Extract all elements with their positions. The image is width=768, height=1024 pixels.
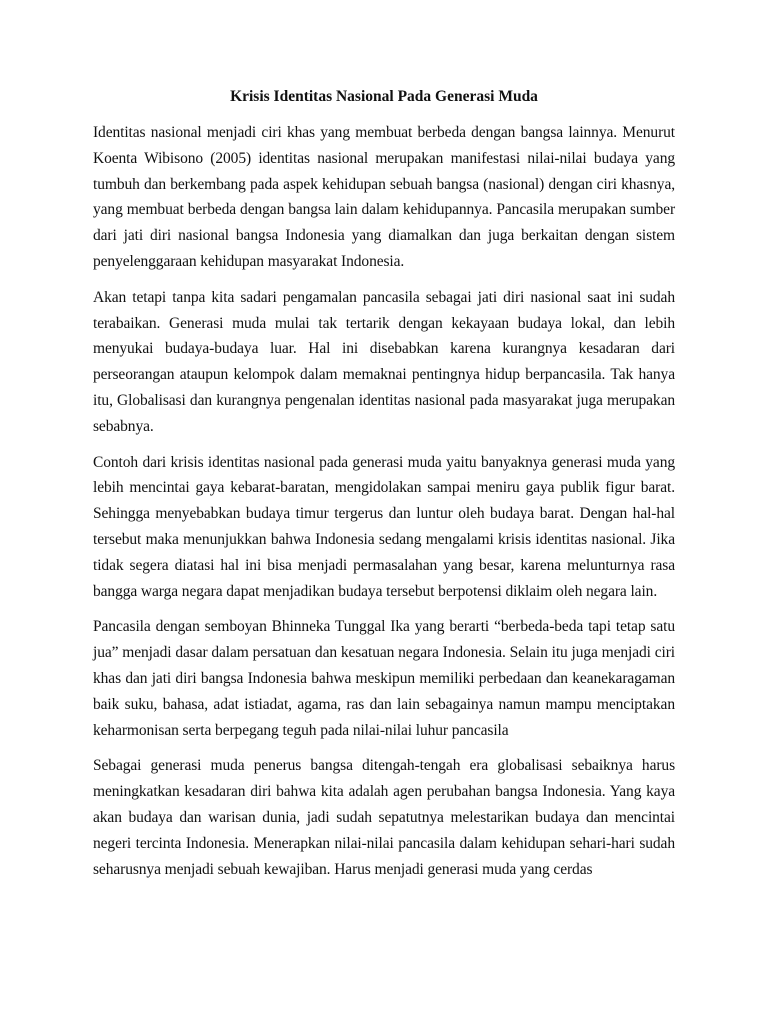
paragraph-1: Identitas nasional menjadi ciri khas yang membuat berbeda dengan bangsa lainnya. Menurut Koenta Wibisono (2005) identitas nasional merupakan manifestasi nilai-nilai budaya yang tumbuh dan berkembang pada aspek kehidupan sebuah bangsa (nasional) dengan ciri khasnya, yang membuat berbeda dengan bangsa lain dalam kehidupannya. Pancasila merupakan sumber dari jati diri nasional bangsa Indonesia yang diamalkan dan juga berkaitan dengan sistem penyelenggaraan kehidupan masyarakat Indonesia. xyxy=(93,124,675,270)
paragraph-4: Pancasila dengan semboyan Bhinneka Tunggal Ika yang berarti “berbeda-beda tapi tetap satu jua” menjadi dasar dalam persatuan dan kesatuan negara Indonesia. Selain itu juga menjadi ciri khas dan jati diri bangsa Indonesia bahwa meskipun memiliki perbedaan dan keanekaragaman baik suku, bahasa, adat istiadat, agama, ras dan lain sebagainya namun mampu menciptakan keharmonisan serta berpegang teguh pada nilai-nilai luhur pancasila xyxy=(93,618,675,739)
paragraph-2: Akan tetapi tanpa kita sadari pengamalan pancasila sebagai jati diri nasional saat ini sudah terabaikan. Generasi muda mulai tak tertarik dengan kekayaan budaya lokal, dan lebih menyukai budaya-budaya luar. Hal ini disebabkan karena kurangnya kesadaran dari perseorangan ataupun kelompok dalam memaknai pentingnya hidup berpancasila. Tak hanya itu, Globalisasi dan kurangnya pengenalan identitas nasional pada masyarakat juga merupakan sebabnya. xyxy=(93,288,675,435)
document-body xyxy=(93,86,675,892)
paragraph-5: Sebagai generasi muda penerus bangsa ditengah-tengah era globalisasi sebaiknya harus meningkatkan kesadaran diri bahwa kita adalah agen perubahan bangsa Indonesia. Yang kaya akan budaya dan warisan dunia, jadi sudah sepatutnya melestarikan budaya dan mencintai negeri tercinta Indonesia. Menerapkan nilai-nilai pancasila dalam kehidupan sehari-hari sudah seharusnya menjadi sebuah kewajiban. Harus menjadi generasi muda yang cerdas xyxy=(93,757,675,878)
document-title: Krisis Identitas Nasional Pada Generasi Muda xyxy=(230,88,538,105)
paragraph-3: Contoh dari krisis identitas nasional pada generasi muda yaitu banyaknya generasi muda yang lebih mencintai gaya kebarat-baratan, mengidolakan sampai meniru gaya publik figur barat. Sehingga menyebabkan budaya timur tergerus dan luntur oleh budaya barat. Dengan hal-hal tersebut maka menunjukkan bahwa Indonesia sedang mengalami krisis identitas nasional. Jika tidak segera diatasi hal ini bisa menjadi permasalahan yang besar, karena melunturnya rasa bangga warga negara dapat menjadikan budaya tersebut berpotensi diklaim oleh negara lain. xyxy=(93,453,675,600)
